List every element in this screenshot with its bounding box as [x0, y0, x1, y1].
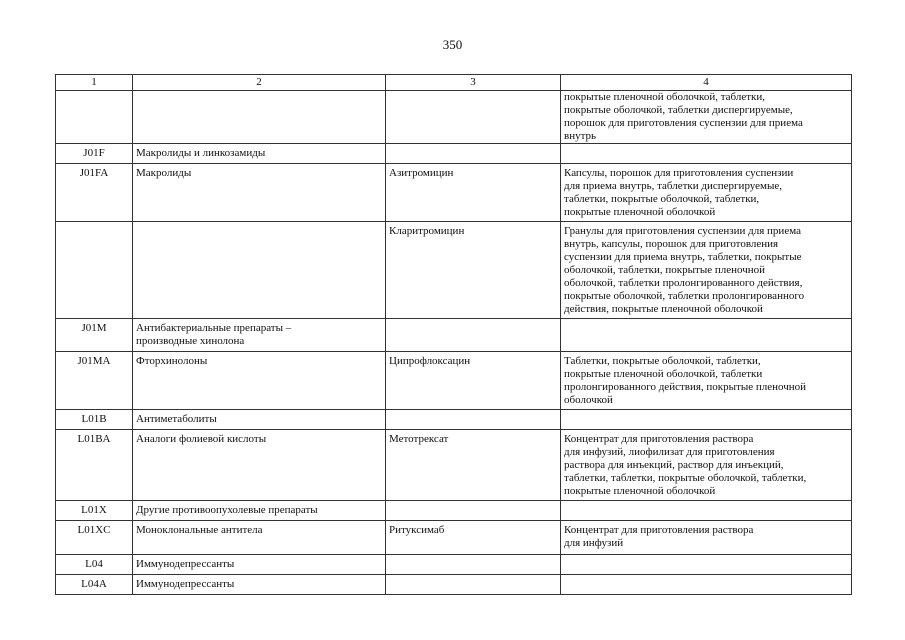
group-name-cell: Макролиды	[133, 164, 386, 222]
dosage-forms-cell	[561, 555, 852, 575]
table-row	[56, 222, 852, 319]
table-row	[56, 319, 852, 352]
table-row	[56, 555, 852, 575]
group-name-cell: Другие противоопухолевые препараты	[133, 501, 386, 521]
atc-code-cell: L01XC	[56, 521, 133, 555]
header-col-3: 3	[386, 75, 561, 91]
dosage-forms-cell: Концентрат для приготовления раствора для инфузий, лиофилизат для приготовления раствора для инъекций, раствор для инъекций, таблетки, таблетки, покрытые оболочкой, таблетки, покрытые пленочной оболочкой	[561, 430, 852, 501]
atc-code-cell: L04A	[56, 575, 133, 595]
drug-name-cell	[386, 144, 561, 164]
header-col-1: 1	[56, 75, 133, 91]
drug-name-cell: Метотрексат	[386, 430, 561, 501]
table-row	[56, 352, 852, 410]
header-row	[56, 75, 852, 91]
atc-code-cell: L01BA	[56, 430, 133, 501]
drug-name-cell	[386, 575, 561, 595]
drug-name-cell	[386, 555, 561, 575]
table-row	[56, 430, 852, 501]
dosage-forms-cell: Концентрат для приготовления раствора для инфузий	[561, 521, 852, 555]
group-name-cell: Моноклональные антитела	[133, 521, 386, 555]
group-name-cell	[133, 222, 386, 319]
drug-name-cell: Кларитромицин	[386, 222, 561, 319]
atc-code-cell: L04	[56, 555, 133, 575]
dosage-forms-cell: Гранулы для приготовления суспензии для приема внутрь, капсулы, порошок для приготовления суспензии для приема внутрь, таблетки, покрытые оболочкой, таблетки, покрытые пленочной оболочкой, таблетки пролонгированного действия, покрытые оболочкой, таблетки пролонгированного действия, покрытые пленочной оболочкой	[561, 222, 852, 319]
dosage-forms-cell: Таблетки, покрытые оболочкой, таблетки, покрытые пленочной оболочкой, таблетки пролонгированного действия, покрытые пленочной оболочкой	[561, 352, 852, 410]
drug-name-cell	[386, 91, 561, 144]
group-name-cell: Иммунодепрессанты	[133, 575, 386, 595]
group-name-cell: Иммунодепрессанты	[133, 555, 386, 575]
dosage-forms-cell: Капсулы, порошок для приготовления суспензии для приема внутрь, таблетки диспергируемые, таблетки, покрытые оболочкой, таблетки, покрытые пленочной оболочкой	[561, 164, 852, 222]
atc-code-cell	[56, 222, 133, 319]
drug-name-cell: Ритуксимаб	[386, 521, 561, 555]
header-col-4: 4	[561, 75, 852, 91]
group-name-cell: Антиметаболиты	[133, 410, 386, 430]
atc-code-cell	[56, 91, 133, 144]
header-col-2: 2	[133, 75, 386, 91]
dosage-forms-cell	[561, 144, 852, 164]
atc-code-cell: J01FA	[56, 164, 133, 222]
table-row	[56, 410, 852, 430]
group-name-cell: Макролиды и линкозамиды	[133, 144, 386, 164]
group-name-cell	[133, 91, 386, 144]
drug-table	[55, 74, 852, 595]
atc-code-cell: L01B	[56, 410, 133, 430]
drug-name-cell	[386, 319, 561, 352]
table-row	[56, 521, 852, 555]
page-number: 350	[442, 37, 463, 52]
group-name-cell: Фторхинолоны	[133, 352, 386, 410]
table-row	[56, 144, 852, 164]
dosage-forms-cell: покрытые пленочной оболочкой, таблетки, покрытые оболочкой, таблетки диспергируемые, порошок для приготовления суспензии для приема внутрь	[561, 91, 852, 144]
table-row	[56, 91, 852, 144]
atc-code-cell: L01X	[56, 501, 133, 521]
dosage-forms-cell	[561, 410, 852, 430]
dosage-forms-cell	[561, 501, 852, 521]
atc-code-cell: J01M	[56, 319, 133, 352]
table-row	[56, 501, 852, 521]
drug-name-cell	[386, 501, 561, 521]
drug-name-cell	[386, 410, 561, 430]
group-name-cell: Аналоги фолиевой кислоты	[133, 430, 386, 501]
table-row	[56, 575, 852, 595]
group-name-cell: Антибактериальные препараты – производные хинолона	[133, 319, 386, 352]
drug-name-cell: Азитромицин	[386, 164, 561, 222]
dosage-forms-cell	[561, 319, 852, 352]
atc-code-cell: J01MA	[56, 352, 133, 410]
table-row	[56, 164, 852, 222]
atc-code-cell: J01F	[56, 144, 133, 164]
drug-name-cell: Ципрофлоксацин	[386, 352, 561, 410]
dosage-forms-cell	[561, 575, 852, 595]
